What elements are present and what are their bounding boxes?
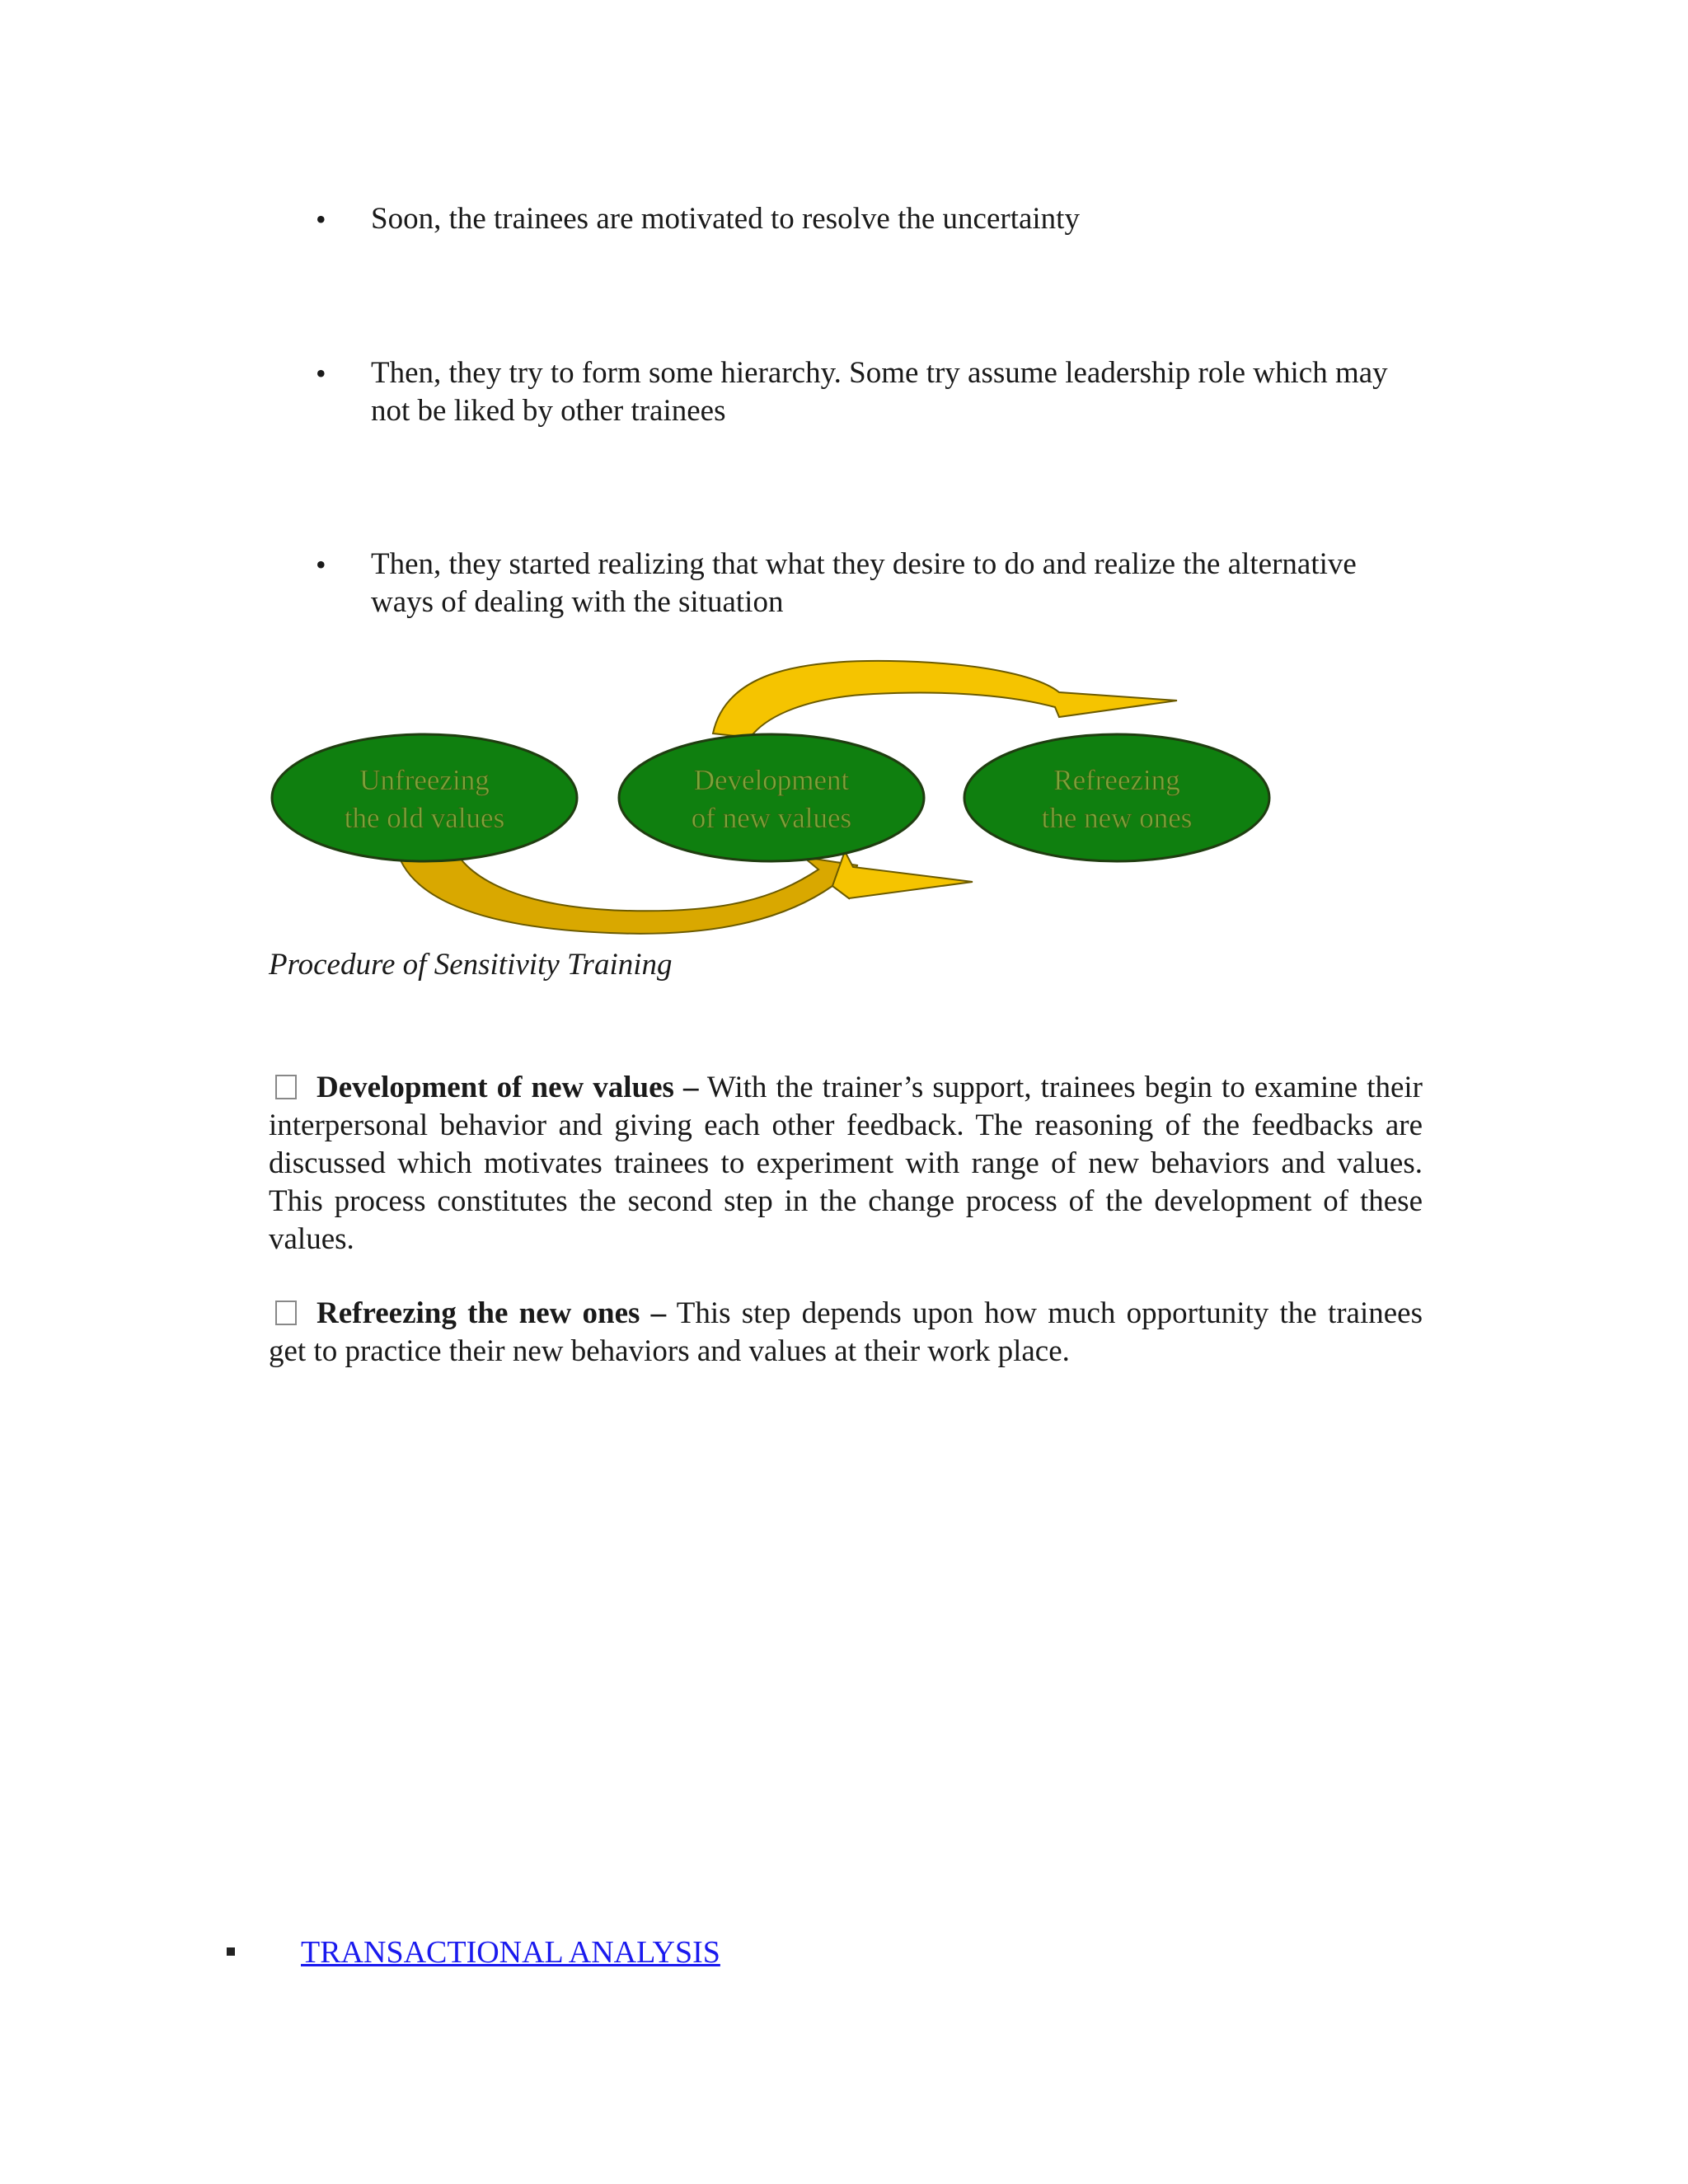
paragraph-development xyxy=(269,1069,1423,1258)
figure-caption: Procedure of Sensitivity Training xyxy=(269,948,673,982)
stage-label-unfreezing-line2: the old values xyxy=(344,802,505,834)
stage-label-development-line1: Development xyxy=(693,764,850,796)
bullet-dot-icon: • xyxy=(316,548,326,581)
stage-label-refreezing-line2: the new ones xyxy=(1041,802,1193,834)
bullet-text: Then, they started realizing that what they desire to do and realize the alternative ways of dealing with the situation xyxy=(371,547,1357,619)
stage-label-refreezing-line1: Refreezing xyxy=(1053,764,1180,796)
paragraph-title: Refreezing the new ones – xyxy=(316,1296,667,1330)
stage-ellipse-development xyxy=(619,734,924,861)
bullet-item-2 xyxy=(317,354,1422,430)
stage-label-development-line2: of new values xyxy=(691,802,852,834)
missing-glyph-box-icon xyxy=(275,1301,297,1325)
paragraph-body: With the trainer’s support, trainees begin to examine their interpersonal behavior and giving each other feedback. The reasoning of the feedbacks are discussed which motivates trainees to experiment with range of new behaviors and values. This process constitutes the second step in the change process of the development of these values. xyxy=(269,1071,1423,1256)
bullet-text: Then, they try to form some hierarchy. Some try assume leadership role which may not be liked by other trainees xyxy=(371,356,1388,428)
stage-label-unfreezing-line1: Unfreezing xyxy=(359,764,490,796)
bullet-dot-icon: • xyxy=(316,203,326,236)
paragraph-refreezing xyxy=(269,1295,1423,1371)
bullet-item-3 xyxy=(317,546,1422,621)
arrow-top-icon xyxy=(713,661,1177,738)
bullet-item-1 xyxy=(317,200,1422,238)
paragraph-body: This step depends upon how much opportunity the trainees get to practice their new behaviors and values at their work place. xyxy=(269,1296,1423,1368)
stage-ellipse-unfreezing xyxy=(272,734,577,861)
missing-glyph-box-icon xyxy=(275,1075,297,1099)
bullet-dot-icon: • xyxy=(316,357,326,390)
bullet-text: Soon, the trainees are motivated to resolve the uncertainty xyxy=(371,202,1080,236)
transactional-analysis-link[interactable]: TRANSACTIONAL ANALYSIS xyxy=(301,1935,720,1970)
arrow-bottom-head-icon xyxy=(832,851,973,898)
square-bullet-icon xyxy=(227,1947,235,1956)
sensitivity-training-diagram xyxy=(264,651,1286,948)
paragraph-title: Development of new values – xyxy=(316,1071,699,1104)
stage-ellipse-refreezing xyxy=(964,734,1269,861)
